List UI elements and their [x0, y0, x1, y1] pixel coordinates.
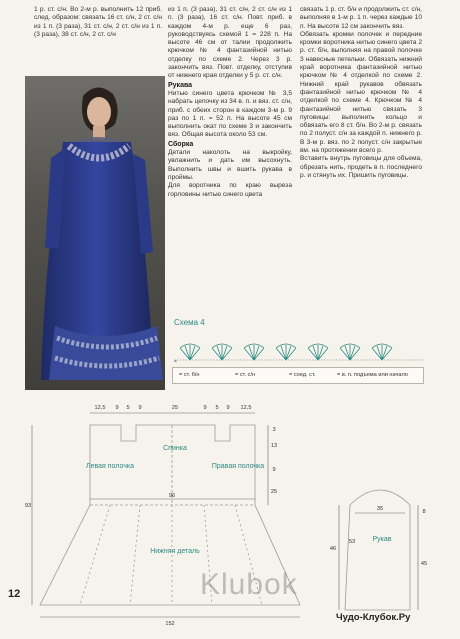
sleeve-dim: 53: [348, 539, 356, 545]
model-figure: [25, 76, 165, 390]
sleeve-dim: 8: [422, 509, 426, 515]
dim-top: 9: [226, 405, 230, 411]
text-column-2: [168, 6, 292, 199]
dim-top: 12,5: [240, 405, 252, 411]
section-heading-sleeves: Рукава: [168, 81, 193, 89]
paragraph: Детали наколоть на выкройку, увлажнить и дать им высохнуть. Выполнить швы и вшить рукава в проймы. Для воротника по краю выреза горловины нитью синего цвета: [168, 149, 292, 198]
dim-right: 25: [270, 489, 278, 495]
dim-top: 5: [215, 405, 219, 411]
dim-right: 3: [272, 427, 276, 433]
label-lower: Нижняя деталь: [150, 548, 200, 555]
scheme-title: Схема 4: [174, 318, 205, 327]
section-heading-assembly: Сборка: [168, 140, 194, 148]
label-right-front-line: Правая полочка: [211, 463, 265, 470]
model-photo: [25, 76, 165, 390]
label-back: Спинка: [163, 445, 187, 452]
dim-top: 9: [115, 405, 119, 411]
site-name: Чудо-Клубок.Ру: [336, 612, 411, 623]
legend-sc: = ст. б/н: [179, 372, 200, 378]
legend-dc: = ст. с/н: [235, 372, 256, 378]
dim-right: 13: [270, 443, 278, 449]
text-column-3: [300, 6, 422, 180]
watermark: Klubok: [200, 568, 298, 601]
paragraph: 1 р. ст. с/н. Во 2-м р. выполнить 12 приб. след. образом: связать 16 ст. с/н, 2 ст. с/н из 1 п. (3 раза), 31 ст. с/н, 2 ст. с/н из 1 п. (3 раза), 38 ст. с/н, 2 ст. с/н: [34, 6, 162, 38]
label-left-front: [86, 463, 134, 470]
legend-slst: = соед. ст.: [289, 372, 316, 378]
sleeve-dim-top: 35: [376, 506, 384, 512]
dim-top: 5: [126, 405, 130, 411]
label-left-front-line: Левая полочка: [86, 463, 134, 470]
dim-width: 96: [168, 493, 176, 499]
dim-top: 9: [138, 405, 142, 411]
page-number: 12: [8, 588, 21, 600]
symbol-legend: [172, 367, 424, 384]
label-sleeve: Рукав: [372, 536, 392, 543]
dim-top: 9: [203, 405, 207, 411]
dim-top: 25: [171, 405, 179, 411]
svg-text:×: ×: [174, 359, 177, 365]
sleeve-dim: 46: [329, 546, 337, 552]
paragraph: связать 1 р. ст. б/н и продолжить ст. с/н, выполняя в 1-м р. 1 п. через каждые 10 п. На высоте 12 см закончить вяз. Обвязать кромки полочек и передние кромки воротника нитью синего цвета 2 р. ст. б/н, выполняя на правой полочке 3 навесные петельки. Обвязать нижний край воротника фантазийной нитью крючком № 4 отделкой по схеме 2. Нижний край рукавов обвязать фантазийной нитью крючком № 4 отделкой по схеме 4. Крючком № 4 фантазийной нитью связать 3 пуговицы: выполнить кольцо и обвязать его 8 ст. б/н. Во 2-м р. связать по 2 полуст. с/н за каждой п. нижнего р. В 3-м р. вяз. по 2 полуст. с/н закрытые вм. на протяжении всего р. Вставить внутрь пуговицы для объема, обрезать нить, продеть в п. последнего р. и стянуть их. Пришить пуговицы.: [300, 6, 423, 179]
paragraph: Нитью синего цвета крючком № 3,5 набрать цепочку из 34 в. п. и вяз. ст. с/н, приб. с обеих сторон в каждом 3-м р. 9 раз по 1 п. = 52 п. На высоте 45 см выполнить окат по схеме 3 и закончить вяз. Общая высота около 53 см.: [168, 89, 292, 139]
label-right-front: [212, 463, 264, 470]
legend-ch: = в. п. подъема или начало: [337, 372, 408, 378]
dim-left: 93: [24, 503, 32, 509]
dim-right: 9: [272, 467, 276, 473]
dim-top: 12,5: [94, 405, 106, 411]
paragraph: из 1 п. (3 раза), 31 ст. с/н, 2 ст. с/н из 1 п. (3 раза), 16 ст. с/н. Повт. приб. в каждом 4-м р. еще 6 раз, руководствуясь схемой 1 = 228 п. На высоте 46 см от талии продолжить крючком № 4 фантазийной нитью отделку по схеме 2. Через 3 р. закончить вяз. Повт. отделку, отступив от нижнего края отделки у 5 р. ст. с/н.: [168, 6, 292, 80]
dim-bottom: 152: [165, 621, 175, 627]
sleeve-dim: 45: [420, 561, 428, 567]
text-column-1: [34, 6, 162, 39]
